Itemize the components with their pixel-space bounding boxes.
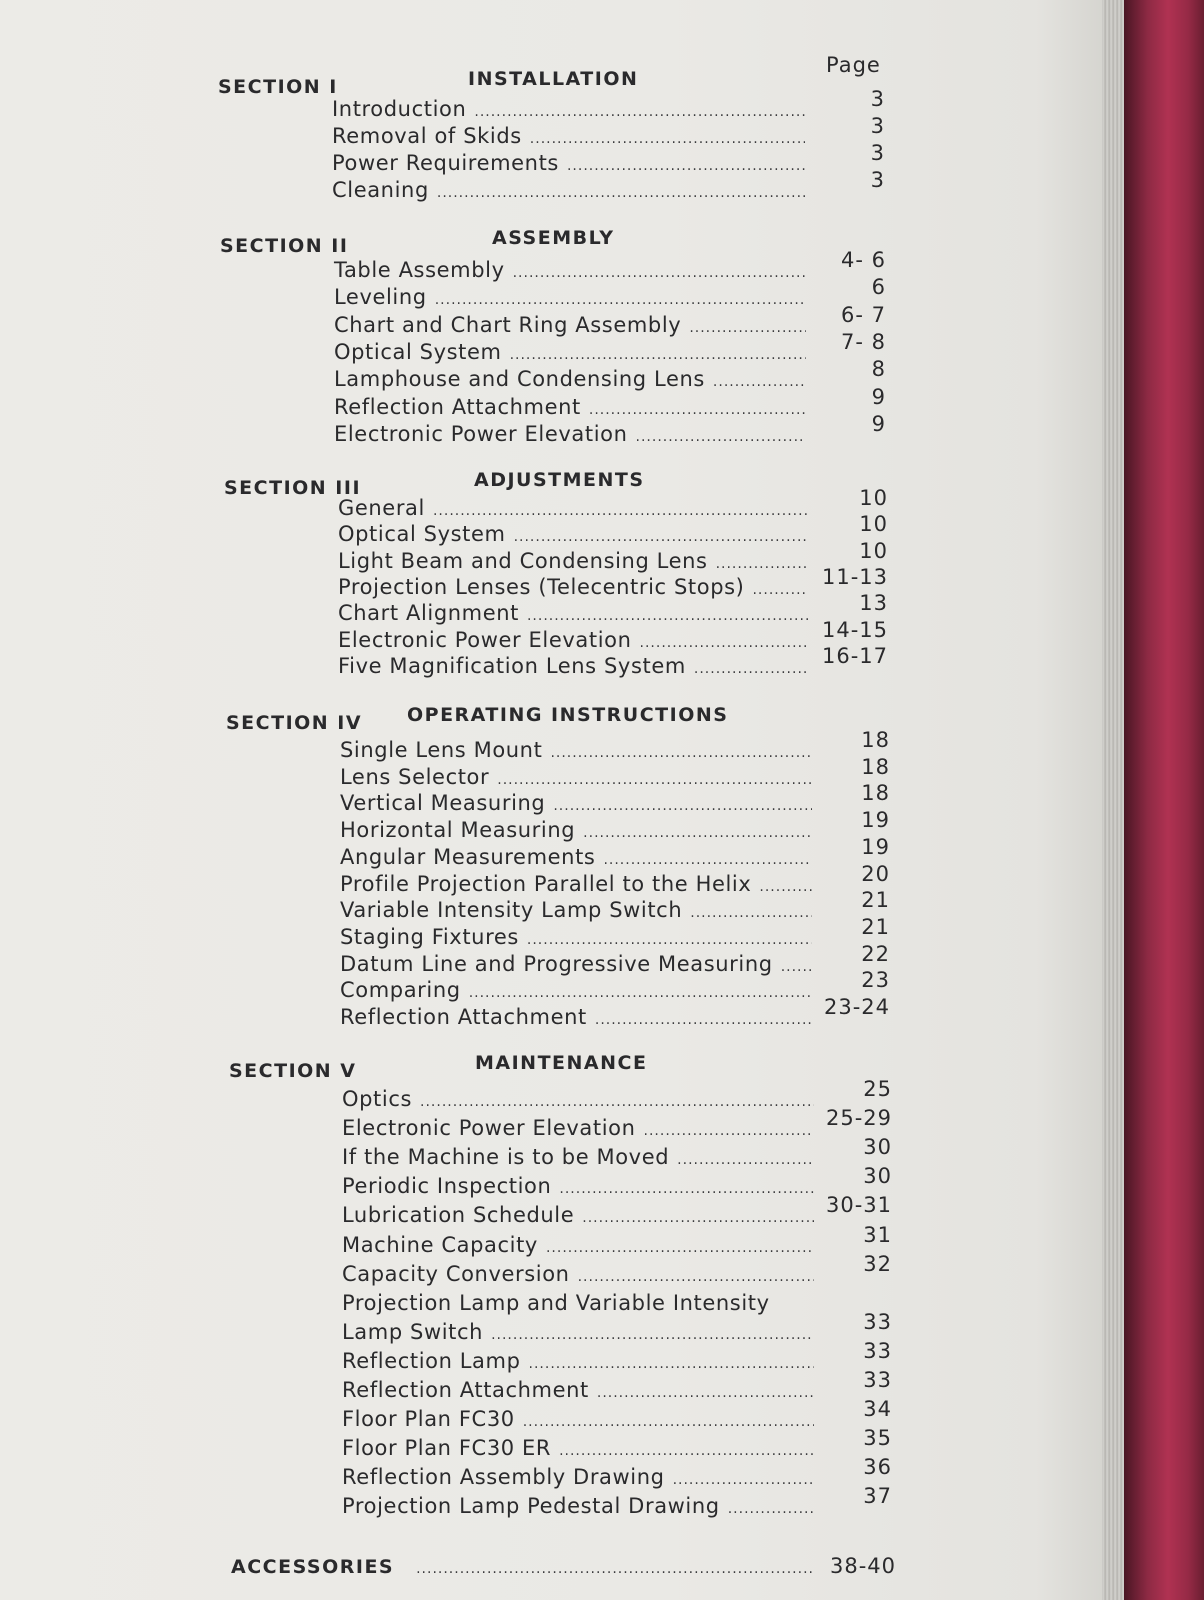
toc-page-number: 3: [870, 114, 885, 138]
dot-leader: [689, 320, 806, 336]
toc-entry-title: Lens Selector: [340, 764, 490, 789]
dot-leader: [437, 185, 805, 201]
accessories-page-number: 38-40: [829, 1554, 896, 1578]
dot-leader: [559, 1443, 814, 1459]
toc-entry[interactable]: [342, 1494, 814, 1518]
toc-page-number: 10: [859, 538, 888, 563]
toc-page-number: 19: [861, 808, 890, 833]
dot-leader: [527, 932, 812, 948]
toc-page-number: 9: [871, 411, 886, 436]
toc-entry-title: Reflection Lamp: [342, 1348, 521, 1373]
toc-entry-title: Variable Intensity Lamp Switch: [340, 898, 683, 923]
toc-entry-title: Machine Capacity: [342, 1232, 538, 1257]
page-column-heading: Page: [826, 53, 881, 77]
toc-entry[interactable]: [342, 1203, 814, 1227]
toc-page-number: 30: [863, 1164, 892, 1189]
dot-leader: [567, 158, 805, 174]
toc-entry-title: Staging Fixtures: [340, 924, 519, 949]
toc-page-number: 9: [871, 384, 886, 409]
toc-page-number: 22: [861, 941, 890, 966]
toc-page-number: 33: [863, 1309, 892, 1334]
dot-leader: [420, 1094, 814, 1110]
dot-leader: [583, 825, 812, 841]
page-edges: [1102, 0, 1124, 1600]
dot-leader: [589, 402, 806, 418]
dot-leader: [677, 1152, 814, 1168]
toc-entry-title: Angular Measurements: [340, 844, 596, 869]
dot-leader: [514, 529, 808, 545]
toc-entry-title: Periodic Inspection: [342, 1174, 552, 1199]
dot-leader: [497, 772, 812, 788]
section-label: SECTION V: [229, 1060, 357, 1082]
toc-page-number: 19: [861, 834, 890, 859]
toc-entry[interactable]: [334, 313, 806, 337]
toc-entry[interactable]: [342, 1349, 814, 1373]
toc-entry[interactable]: [340, 952, 812, 976]
toc-entry[interactable]: [340, 898, 812, 922]
toc-entry[interactable]: [342, 1262, 814, 1286]
toc-page-number: 23-24: [823, 995, 890, 1019]
dot-leader: [640, 635, 808, 651]
toc-page-number: 36: [863, 1455, 892, 1480]
dot-leader: [469, 985, 812, 1001]
toc-entry-title: Comparing: [340, 978, 461, 1003]
toc-entry[interactable]: [338, 549, 808, 573]
toc-page-number: 16-17: [821, 643, 888, 668]
toc-page-number: 37: [863, 1484, 892, 1509]
toc-entry[interactable]: [334, 395, 806, 419]
toc-entry-title: Chart Alignment: [338, 601, 519, 626]
toc-entry-title: Optical System: [338, 522, 506, 547]
section-label: SECTION IV: [226, 712, 363, 734]
dot-leader: [523, 1414, 814, 1430]
dot-leader: [530, 131, 805, 147]
toc-page-number: 6- 7: [841, 302, 886, 327]
toc-entry-title: Reflection Attachment: [340, 1005, 587, 1029]
toc-page-number: 8: [871, 357, 886, 382]
toc-entry-title: Horizontal Measuring: [340, 818, 576, 843]
toc-entry-title: If the Machine is to be Moved: [342, 1145, 670, 1170]
dot-leader: [690, 905, 812, 921]
dot-leader: [713, 374, 806, 390]
toc-entry-title: Optical System: [334, 339, 502, 364]
toc-entry-title: Projection Lamp Pedestal Drawing: [342, 1494, 720, 1519]
toc-entry[interactable]: [334, 367, 806, 391]
toc-entry-title: Projection Lamp and Variable Intensity: [342, 1290, 770, 1315]
toc-entry[interactable]: [340, 1005, 812, 1029]
toc-entry-title: Projection Lenses (Telecentric Stops): [338, 574, 745, 599]
toc-entry[interactable]: [334, 340, 806, 364]
toc-entry[interactable]: [340, 872, 812, 896]
section-label: SECTION III: [224, 477, 362, 499]
toc-entry[interactable]: [342, 1320, 814, 1344]
toc-entry[interactable]: [342, 1145, 814, 1169]
toc-page-number: 23: [861, 968, 890, 993]
section-title: MAINTENANCE: [475, 1052, 648, 1074]
dot-leader: [559, 1181, 814, 1197]
dot-leader: [491, 1327, 814, 1343]
toc-page-number: 18: [861, 728, 890, 752]
toc-entry[interactable]: [332, 178, 805, 202]
toc-entry[interactable]: [342, 1407, 814, 1431]
dot-leader: [553, 798, 812, 814]
toc-entry[interactable]: [340, 738, 812, 762]
toc-page-number: 10: [859, 512, 888, 537]
toc-entry-title: Electronic Power Elevation: [338, 627, 632, 652]
toc-entry-title: Introduction: [332, 97, 467, 121]
toc-page-number: 30-31: [825, 1193, 892, 1218]
dot-leader: [510, 347, 806, 363]
toc-page-number: 4- 6: [841, 248, 886, 272]
toc-entry-title: Reflection Attachment: [342, 1378, 589, 1402]
toc-entry-title: Datum Line and Progressive Measuring: [340, 951, 773, 976]
toc-entry-title: Reflection Attachment: [334, 394, 581, 419]
toc-entry[interactable]: [334, 285, 806, 309]
dot-leader: [716, 556, 808, 572]
toc-entry-title: Leveling: [334, 285, 427, 310]
toc-entry-title: Floor Plan FC30: [342, 1407, 515, 1432]
toc-entry-title: Electronic Power Elevation: [334, 421, 628, 446]
dot-leader: [694, 661, 808, 677]
section-title: ASSEMBLY: [492, 227, 615, 249]
toc-entry-title: Power Requirements: [332, 151, 559, 175]
dot-leader: [603, 852, 812, 868]
toc-page-number: 30: [863, 1135, 892, 1160]
accessories-label: ACCESSORIES: [231, 1556, 395, 1578]
dot-leader: [673, 1472, 814, 1488]
dot-leader: [582, 1210, 814, 1226]
toc-entry[interactable]: [332, 124, 805, 148]
toc-entry-title: Lamp Switch: [342, 1319, 484, 1344]
section-title: ADJUSTMENTS: [474, 469, 645, 491]
dot-leader: [550, 745, 812, 761]
toc-entry-title: Lubrication Schedule: [342, 1203, 575, 1228]
dot-leader: [636, 429, 806, 445]
toc-entry[interactable]: [340, 845, 812, 869]
toc-entry-title: Capacity Conversion: [342, 1261, 570, 1286]
book-cover: [1124, 0, 1204, 1600]
toc-page-number: 13: [859, 591, 888, 616]
toc-entry-title: Floor Plan FC30 ER: [342, 1436, 552, 1461]
toc-entry-title: Vertical Measuring: [340, 791, 546, 816]
toc-entry[interactable]: [334, 258, 806, 282]
section-title: INSTALLATION: [468, 68, 639, 90]
dot-leader: [546, 1240, 814, 1256]
toc-entry-title: Lamphouse and Condensing Lens: [334, 367, 705, 392]
section-title: OPERATING INSTRUCTIONS: [407, 704, 729, 726]
toc-entry-title: Light Beam and Condensing Lens: [338, 548, 708, 573]
toc-entry-title: Five Magnification Lens System: [338, 653, 686, 678]
dot-leader: [595, 1012, 812, 1028]
toc-page-number: 11-13: [821, 564, 888, 589]
dot-leader: [416, 1561, 815, 1577]
toc-page-number: 18: [861, 781, 890, 806]
toc-page-number: 32: [863, 1251, 892, 1276]
toc-page-number: 3: [870, 168, 885, 192]
toc-page-number: 34: [863, 1397, 892, 1422]
toc-page-number: 21: [861, 914, 890, 939]
toc-entry-title: Reflection Assembly Drawing: [342, 1465, 665, 1490]
toc-entry[interactable]: [340, 791, 812, 815]
toc-entry-title: Electronic Power Elevation: [342, 1116, 636, 1141]
toc-entry[interactable]: [338, 496, 808, 520]
dot-leader: [435, 292, 806, 308]
toc-page-number: 3: [870, 141, 885, 165]
toc-entry-title: Removal of Skids: [332, 124, 522, 148]
toc-page-number: 14-15: [821, 617, 888, 642]
toc-entry-title: Single Lens Mount: [340, 738, 543, 762]
toc-page-number: 21: [861, 888, 890, 913]
toc-entry-title: Profile Projection Parallel to the Helix: [340, 871, 752, 896]
dot-leader: [527, 608, 808, 624]
dot-leader: [513, 265, 806, 281]
toc-entry[interactable]: [340, 978, 812, 1002]
toc-page-number: 31: [863, 1222, 892, 1247]
toc-entry[interactable]: [338, 654, 808, 678]
toc-entry[interactable]: [342, 1291, 814, 1315]
toc-entry[interactable]: [340, 818, 812, 842]
toc-entry-title: Cleaning: [332, 178, 429, 202]
toc-page-number: 33: [863, 1368, 892, 1392]
toc-page-number: 33: [863, 1338, 892, 1363]
toc-entry[interactable]: [340, 765, 812, 789]
toc-entry-title: Chart and Chart Ring Assembly: [334, 312, 682, 337]
toc-entry[interactable]: [342, 1087, 814, 1111]
toc-entry[interactable]: [338, 522, 808, 546]
toc-page-number: 6: [871, 275, 886, 300]
toc-entry[interactable]: [342, 1465, 814, 1489]
dot-leader: [578, 1269, 814, 1285]
toc-entry-title: Table Assembly: [334, 258, 505, 282]
toc-page-number: 25: [863, 1077, 892, 1101]
toc-entry[interactable]: [332, 151, 805, 175]
dot-leader: [433, 503, 808, 519]
toc-page-number: 25-29: [825, 1106, 892, 1131]
toc-page-number: 20: [861, 861, 890, 886]
toc-entry[interactable]: [342, 1233, 814, 1257]
toc-entry[interactable]: [342, 1436, 814, 1460]
toc-entry[interactable]: [340, 925, 812, 949]
toc-entry[interactable]: [342, 1174, 814, 1198]
toc-entry[interactable]: [334, 422, 806, 446]
toc-entry[interactable]: [342, 1116, 814, 1140]
toc-page-number: 3: [870, 87, 885, 111]
dot-leader: [644, 1123, 814, 1139]
dot-leader: [529, 1356, 814, 1372]
toc-entry[interactable]: [338, 575, 808, 599]
toc-page-number: 18: [861, 754, 890, 779]
toc-entry-title: General: [338, 496, 425, 520]
toc-page-number: 7- 8: [841, 329, 886, 354]
toc-entry-title: Optics: [342, 1087, 413, 1111]
accessories-entry[interactable]: [231, 1556, 815, 1578]
toc-entry[interactable]: [342, 1378, 814, 1402]
toc-entry[interactable]: [338, 601, 808, 625]
toc-page-number: 10: [859, 486, 888, 510]
toc-entry[interactable]: [332, 97, 805, 121]
dot-leader: [474, 104, 805, 120]
toc-entry[interactable]: [338, 628, 808, 652]
section-label: SECTION I: [218, 76, 338, 98]
toc-page-number: 35: [863, 1426, 892, 1451]
dot-leader: [597, 1385, 814, 1401]
section-label: SECTION II: [220, 235, 349, 257]
